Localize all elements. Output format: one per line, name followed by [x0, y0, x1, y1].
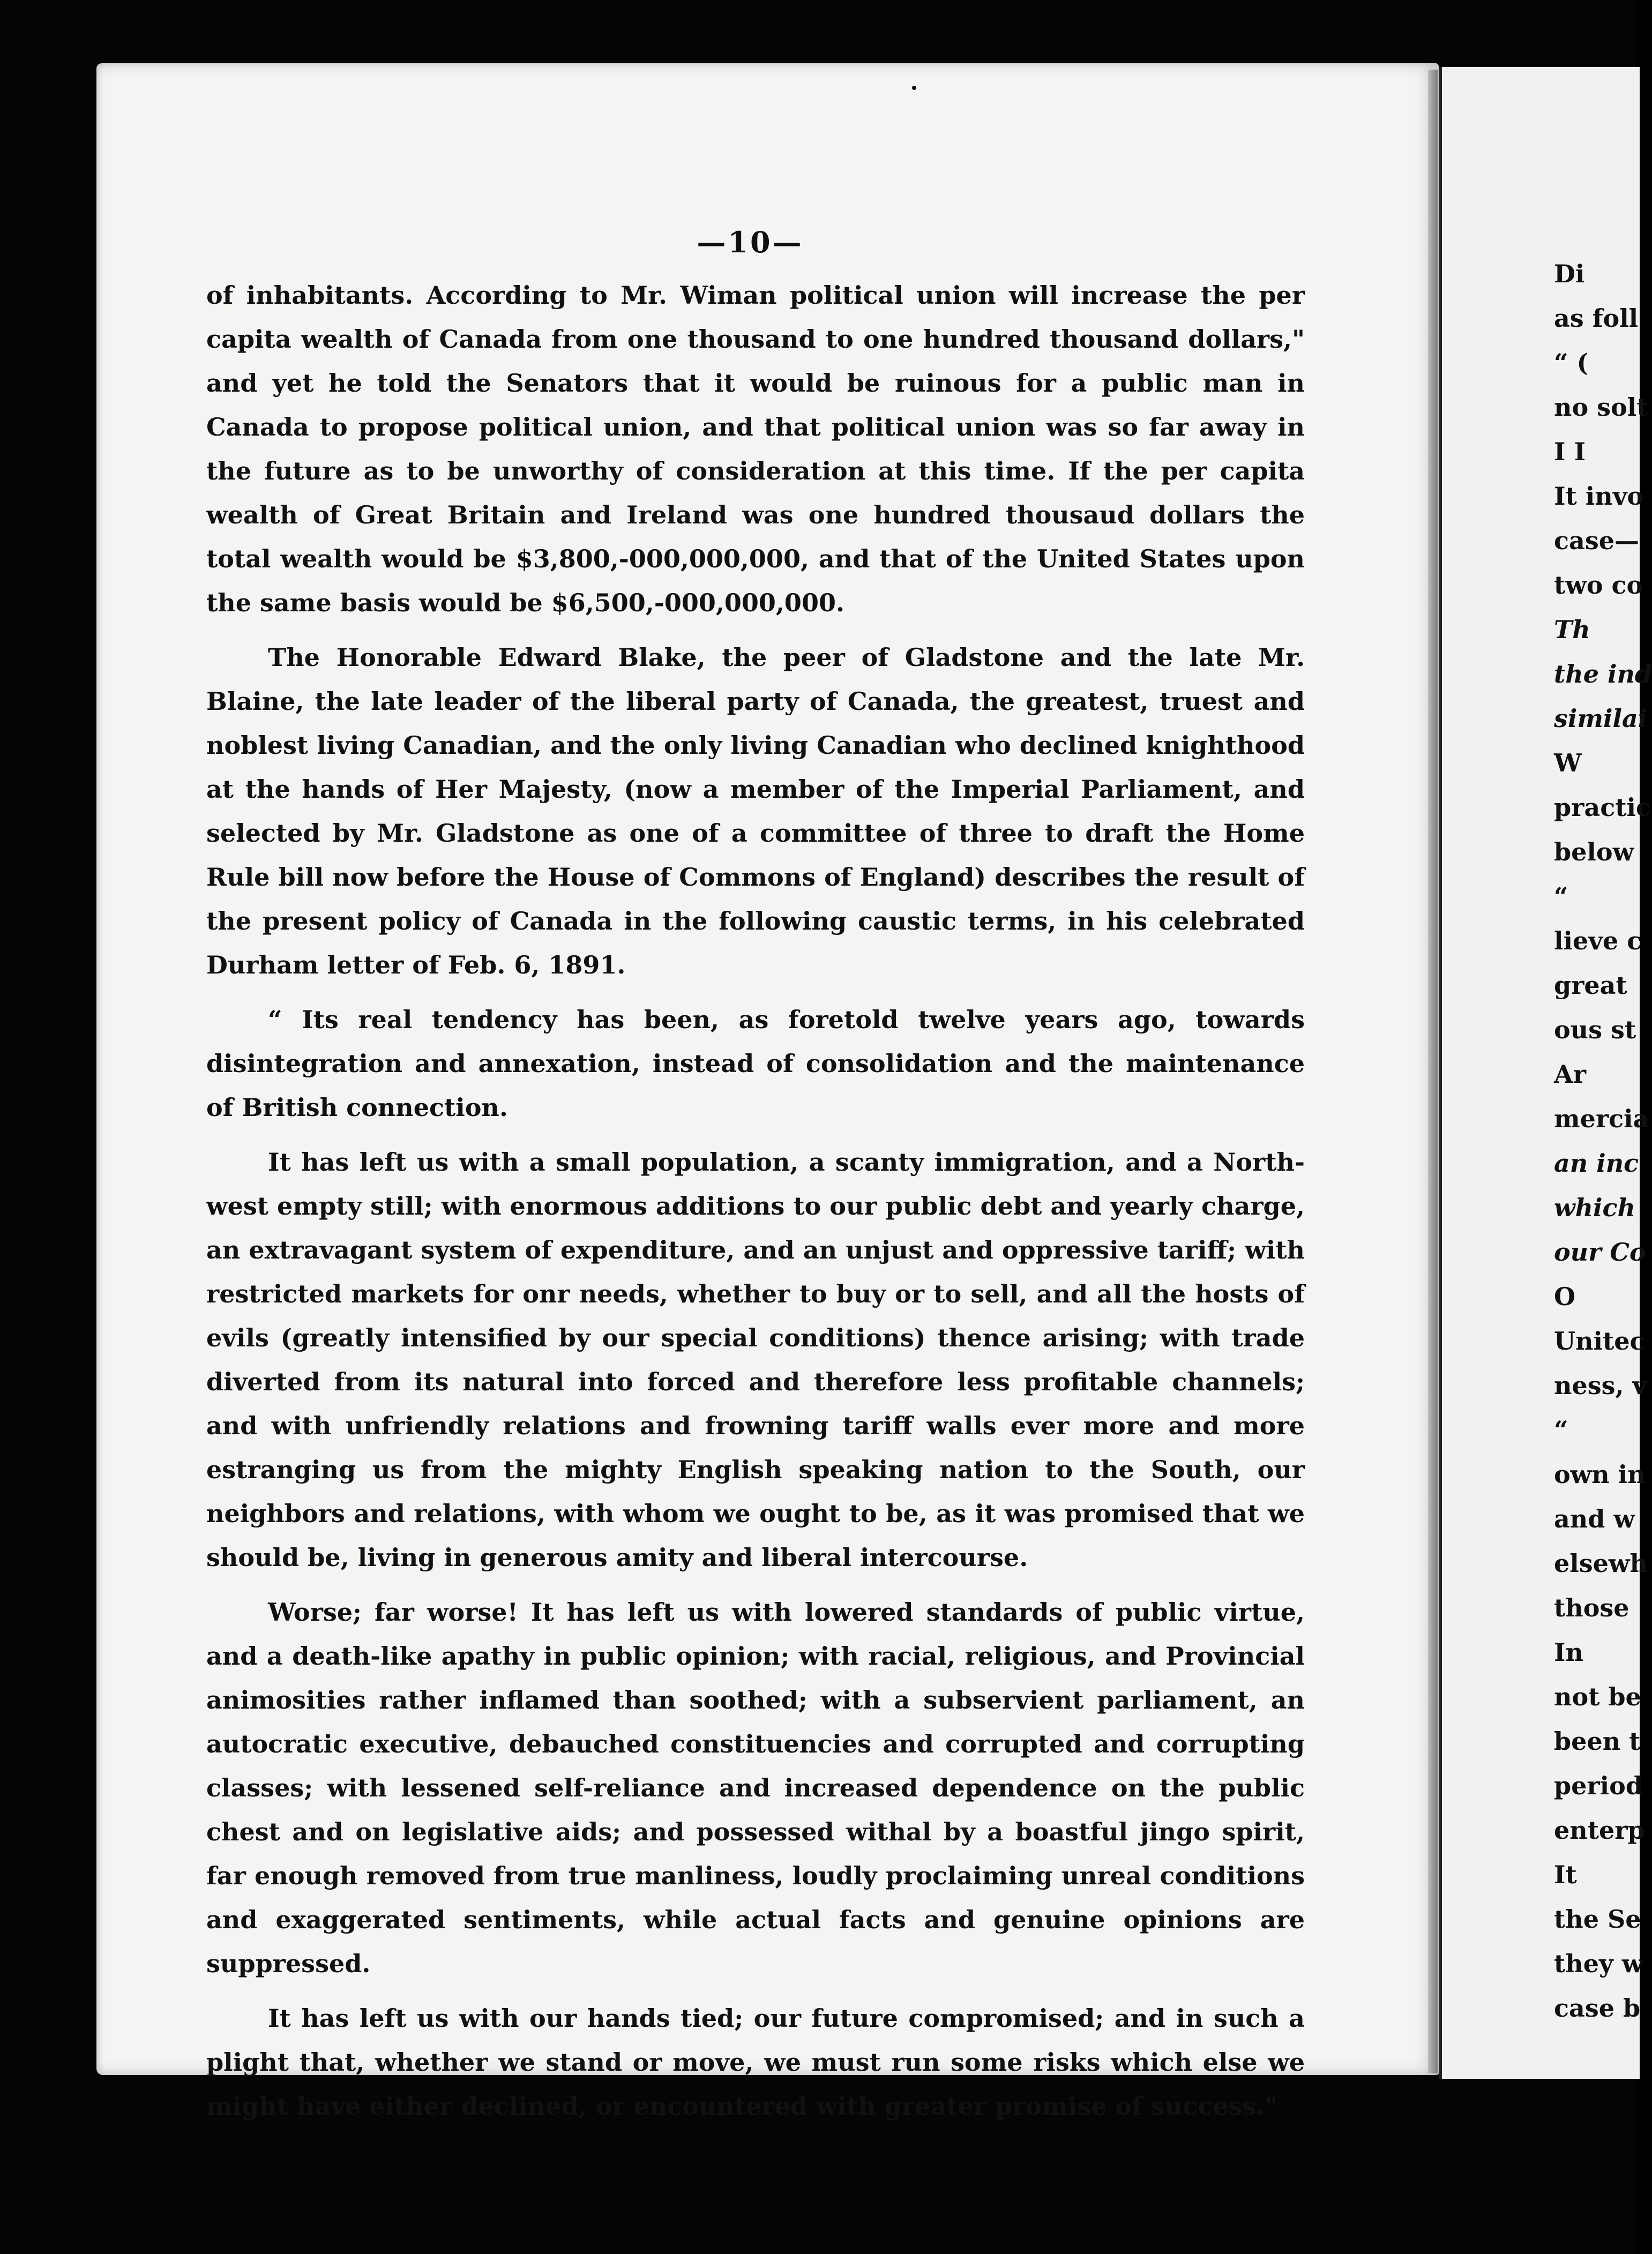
scan-speck [912, 86, 916, 90]
page-gutter [1428, 70, 1438, 2073]
right-line: It [1554, 1860, 1577, 1889]
right-line: Di [1554, 259, 1585, 288]
right-line: they w [1554, 1949, 1643, 1978]
page-number: —10— [697, 225, 804, 259]
right-line: O [1554, 1282, 1576, 1311]
paragraph-5: Worse; far worse! It has left us with lowered standards of public virtue, and a death-like apathy in public opinion; with racial, religious, and Provincial animosities rather inflamed than soothed; with a subservient parliament, an autocratic executive, debauched constituencies and corrupted and corrupting classes; with lessened self-reliance and increased dependence on the public chest and on legislative aids; and possessed withal by a boastful jingo spirit, far enough removed from true manliness, loudly proclaiming unreal conditions and exaggerated sentiments, while actual facts and genuine opinions are suppressed. [206, 1598, 1305, 1978]
right-line: practic [1554, 793, 1651, 822]
right-page-text-fragments [1554, 252, 1652, 2031]
right-line: as foll [1554, 304, 1639, 333]
right-line: I I [1554, 437, 1586, 466]
right-line: period [1554, 1771, 1643, 1800]
left-page-text [206, 273, 1305, 2139]
right-line: ness, v [1554, 1371, 1647, 1400]
right-line: the ind [1554, 660, 1652, 688]
right-line: “ [1554, 1416, 1568, 1444]
right-line: Ar [1554, 1060, 1586, 1089]
paragraph-2: The Honorable Edward Blake, the peer of Gladstone and the late Mr. Blaine, the late leader of the liberal party of Canada, the greatest, truest and noblest living Canadian, and the only living Canadian who declined knighthood at the hands of Her Majesty, (now a member of the Imperial Parliament, and selected by Mr. Gladstone as one of a committee of three to draft the Home Rule bill now before the House of Commons of England) describes the result of the present policy of Canada in the following caustic terms, in his celebrated Durham letter of Feb. 6, 1891. [206, 643, 1305, 979]
right-line: lieve c [1554, 926, 1642, 955]
right-line: the Se [1554, 1905, 1641, 1934]
right-line: enterp [1554, 1816, 1645, 1845]
right-line: In [1554, 1638, 1583, 1667]
right-line: It invo [1554, 482, 1644, 511]
right-line: “ ( [1554, 348, 1589, 377]
right-line: been t [1554, 1727, 1641, 1756]
paragraph-4: It has left us with a small population, a scanty immigration, and a North-west empty still; with enormous additions to our public debt and yearly charge, an extravagant system of expenditure, and an unjust and oppressive tariff; with restricted markets for onr needs, whether to buy or to sell, and all the hosts of evils (greatly intensified by our special conditions) thence arising; with trade diverted from its natural into forced and therefore less profitable channels; and with unfriendly relations and frowning tariff walls ever more and more estranging us from the mighty English speaking nation to the South, our neighbors and relations, with whom we ought to be, as it was promised that we should be, living in generous amity and liberal intercourse. [206, 1148, 1305, 1572]
right-line: and w [1554, 1504, 1635, 1533]
right-line: case b [1554, 1994, 1641, 2023]
right-line: below [1554, 837, 1634, 866]
right-line: “ [1554, 882, 1568, 911]
right-line: great [1554, 971, 1627, 1000]
right-line: no solt [1554, 393, 1648, 422]
right-line: Th [1554, 615, 1590, 644]
right-line: not be [1554, 1682, 1641, 1711]
right-line: similai [1554, 704, 1648, 733]
right-line: ous st [1554, 1015, 1636, 1044]
paragraph-1: of inhabitants. According to Mr. Wiman political union will increase the per capita wealth of Canada from one thousand to one hundred thousand dollars," and yet he told the Senators that it would be ruinous for a public man in Canada to propose political union, and that political union was so far away in the future as to be unworthy of consideration at this time. If the per capita wealth of Great Britain and Ireland was one hundred thousaud dollars the total wealth would be $3,800,-000,000,000, and that of the United States upon the same basis would be $6,500,-000,000,000. [206, 281, 1305, 617]
right-line: mercia [1554, 1104, 1649, 1133]
right-line: case— [1554, 526, 1639, 555]
right-line: own in [1554, 1460, 1646, 1489]
right-line: those [1554, 1593, 1629, 1622]
paragraph-3-quote: “ Its real tendency has been, as foretold twelve years ago, towards disintegration and annexation, instead of consolidation and the maintenance of British connection. [206, 1005, 1305, 1122]
right-line: two co [1554, 571, 1643, 600]
right-line: our Co [1554, 1238, 1646, 1267]
paragraph-6: It has left us with our hands tied; our future compromised; and in such a plight that, whether we stand or move, we must run some risks which else we might have either declined, or encountered with greater promise of success." [206, 2004, 1305, 2121]
right-line: which [1554, 1193, 1635, 1222]
right-line: Unitec [1554, 1327, 1645, 1356]
right-line: elsewh [1554, 1549, 1648, 1578]
right-line: W [1554, 748, 1582, 777]
right-line: an inc [1554, 1149, 1639, 1178]
